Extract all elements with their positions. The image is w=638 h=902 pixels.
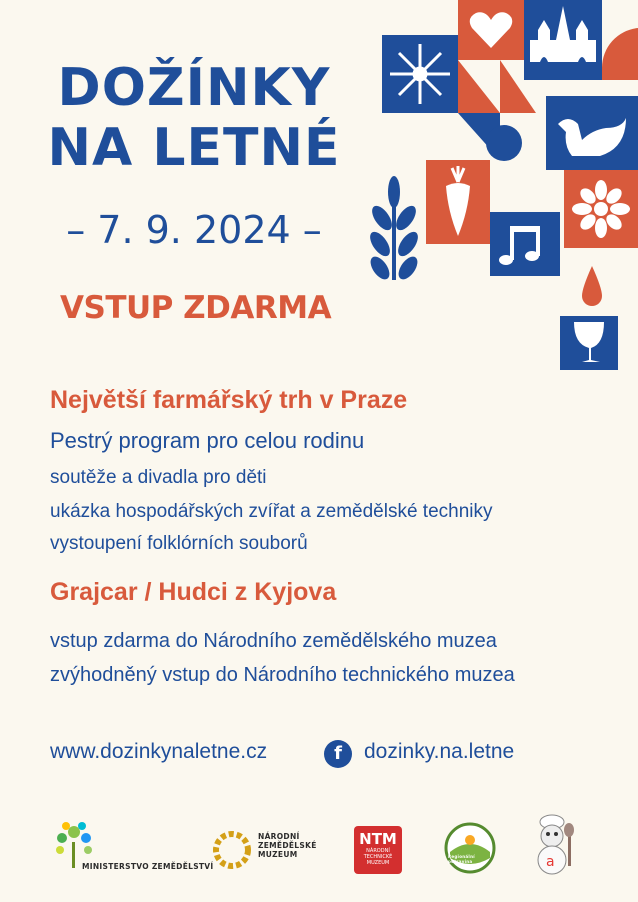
ministry-logo <box>52 818 214 873</box>
title-line-1: DOŽÍNKY <box>57 58 331 118</box>
program-item-3: vystoupení folklórních souborů <box>50 533 308 554</box>
event-title <box>44 58 344 178</box>
orange-triangle-1 <box>458 60 500 113</box>
nzm-text: NÁRODNÍ ZEMĚDĚLSKÉ MUZEUM <box>258 832 317 859</box>
regional-food-logo <box>444 822 496 879</box>
ntm-logo <box>354 826 402 874</box>
music-performers: Grajcar / Hudci z Kyjova <box>50 578 337 606</box>
program-item-1: soutěže a divadla pro děti <box>50 467 267 488</box>
snowflake-icon <box>390 44 450 104</box>
event-date: – 7. 9. 2024 – <box>66 208 322 252</box>
program-item-2: ukázka hospodářských zvířat a zemědělské techniky <box>50 501 493 522</box>
ntm-monogram: NTM <box>359 830 397 848</box>
program-subheadline: Pestrý program pro celou rodinu <box>50 428 365 453</box>
website-link[interactable]: www.dozinkynaletne.cz <box>50 740 268 763</box>
drop-icon <box>582 266 602 306</box>
folk-pattern-graphic <box>360 0 638 380</box>
museum-line-2: zvýhodněný vstup do Národního technického muzea <box>50 664 515 686</box>
tree-icon <box>52 818 96 868</box>
title-line-2: NA LETNÉ <box>47 118 341 178</box>
program-headline: Největší farmářský trh v Praze <box>50 386 408 414</box>
chef-mascot-logo <box>532 814 578 883</box>
music-tile <box>490 212 560 276</box>
chef-mascot-icon <box>532 814 578 878</box>
ministry-name: MINISTERSTVO ZEMĚDĚLSTVÍ <box>82 862 214 871</box>
regional-food-text: Regionální potravina <box>448 854 475 864</box>
nzm-logo <box>210 828 317 877</box>
museum-line-1: vstup zdarma do Národního zemědělského muzea <box>50 630 497 652</box>
ntm-text: NÁRODNÍ TECHNICKÉ MUZEUM <box>363 848 393 866</box>
svg-text:a: a <box>546 854 555 870</box>
regional-food-icon <box>444 822 496 874</box>
wreath-icon <box>210 828 254 872</box>
free-entry-label: VSTUP ZDARMA <box>60 290 332 326</box>
facebook-link[interactable]: dozinky.na.letne <box>364 740 515 763</box>
blue-circle <box>486 125 522 161</box>
orange-semicircle <box>602 28 638 80</box>
wheat-icon <box>366 176 422 283</box>
facebook-icon[interactable]: f <box>324 740 352 768</box>
